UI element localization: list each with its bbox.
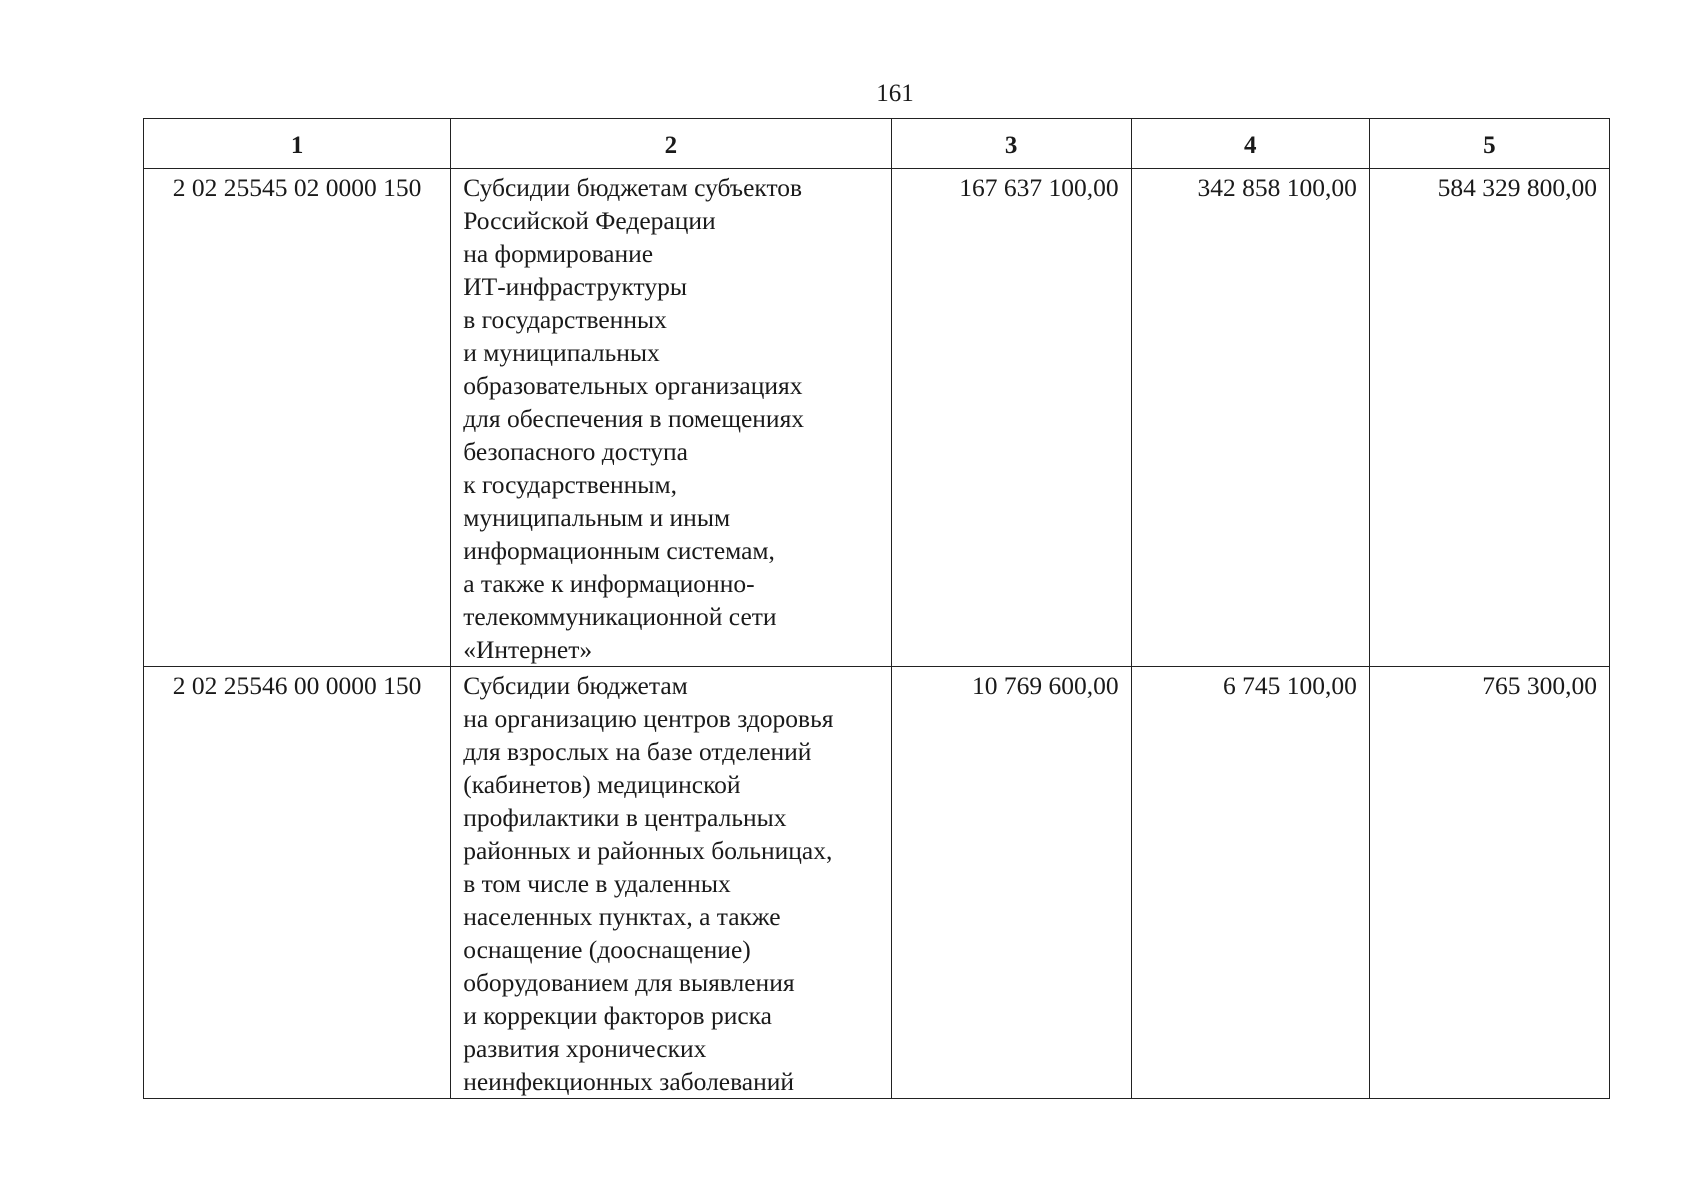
description-cell: Субсидии бюджетам на организацию центров здоровья для взрослых на базе отделений (кабинетов) медицинской профилактики в центральных районных и районных больницах, в том числе в удаленных населенных пунктах, а также оснащение (дооснащение) оборудованием для выявления и коррекции факторов риска развития хронических неинфекционных заболеваний — [451, 667, 891, 1099]
amount-cell-col4: 6 745 100,00 — [1131, 667, 1369, 1099]
header-row — [144, 119, 1610, 169]
column-header-1: 1 — [144, 119, 451, 169]
column-header-2: 2 — [451, 119, 891, 169]
budget-code-cell: 2 02 25546 00 0000 150 — [144, 667, 451, 1099]
column-header-4: 4 — [1131, 119, 1369, 169]
description-cell: Субсидии бюджетам субъектов Российской Федерации на формирование ИТ-инфраструктуры в государственных и муниципальных образовательных организациях для обеспечения в помещениях безопасного доступа к государственным, муниципальным и иным информационным системам, а также к информационно- телекоммуникационной сети «Интернет» — [451, 169, 891, 667]
amount-cell-col4: 342 858 100,00 — [1131, 169, 1369, 667]
table-row — [144, 667, 1610, 1099]
page-number: 161 — [876, 80, 914, 107]
amount-cell-col5: 584 329 800,00 — [1369, 169, 1609, 667]
amount-cell-col5: 765 300,00 — [1369, 667, 1609, 1099]
column-header-3: 3 — [891, 119, 1131, 169]
budget-code-cell: 2 02 25545 02 0000 150 — [144, 169, 451, 667]
amount-cell-col3: 10 769 600,00 — [891, 667, 1131, 1099]
column-header-5: 5 — [1369, 119, 1609, 169]
amount-cell-col3: 167 637 100,00 — [891, 169, 1131, 667]
table-row — [144, 169, 1610, 667]
budget-table — [143, 118, 1610, 1099]
